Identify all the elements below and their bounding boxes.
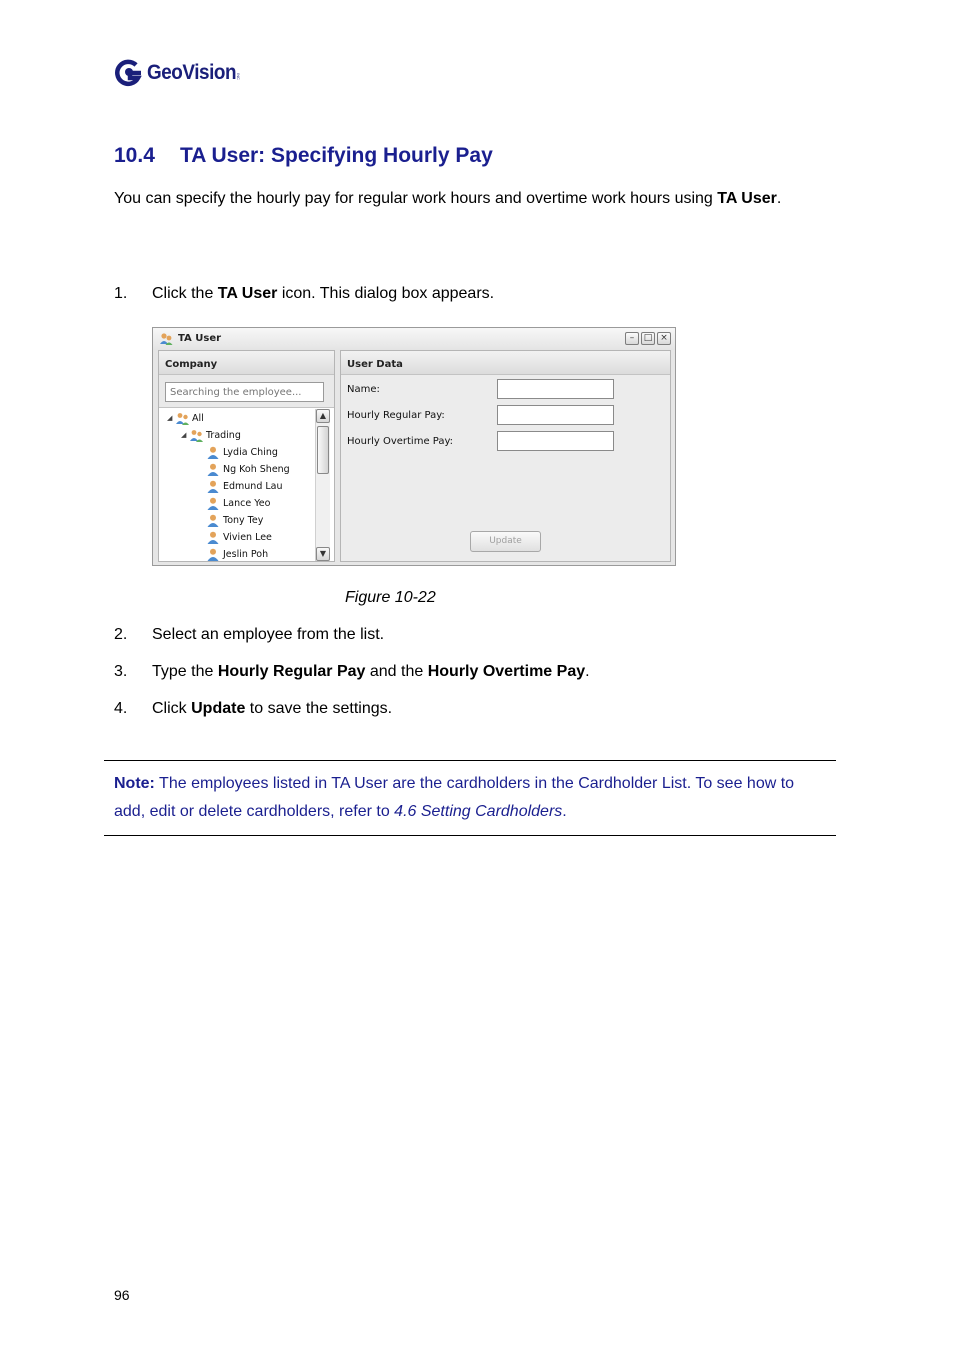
step-bold: Hourly Regular Pay	[217, 663, 366, 680]
note-box	[114, 770, 829, 826]
person-icon	[207, 480, 219, 493]
chevron-up-icon: ▲	[319, 411, 327, 420]
expand-arrow-icon[interactable]: ◢	[167, 414, 173, 422]
note-bottom-rule	[104, 835, 836, 836]
step-number: 2.	[114, 626, 128, 643]
tree-label: All	[192, 412, 204, 424]
person-icon	[207, 446, 219, 459]
expand-arrow-icon[interactable]: ◢	[181, 431, 187, 439]
hourly-overtime-pay-label: Hourly Overtime Pay:	[347, 436, 454, 447]
step-number: 4.	[114, 700, 128, 717]
tree-scrollbar[interactable]	[315, 409, 330, 561]
scroll-down-button[interactable]	[316, 547, 330, 561]
dialog-titlebar	[153, 328, 675, 350]
hourly-overtime-pay-input[interactable]	[497, 431, 614, 451]
person-icon	[207, 514, 219, 527]
note-text: The employees listed in TA User are the cardholders in the Cardholder List. To see how to add, edit or delete cardholders, refer to	[114, 775, 795, 820]
step-number: 1.	[114, 285, 128, 302]
intro-end: .	[776, 190, 782, 207]
step-bold: Hourly Overtime Pay	[427, 663, 586, 680]
step-2	[114, 625, 384, 645]
user-data-panel	[340, 350, 671, 562]
group-icon	[189, 429, 204, 442]
section-title: TA User: Specifying Hourly Pay	[180, 144, 493, 167]
tree-item-employee[interactable]	[207, 546, 268, 561]
tree-label: Trading	[206, 429, 241, 441]
minimize-icon: –	[629, 333, 635, 343]
step-text: Click	[152, 700, 192, 717]
note-label: Note:	[114, 775, 155, 792]
step-bold: Update	[191, 700, 246, 717]
geovision-logo	[114, 56, 241, 90]
step-text: Click the	[152, 285, 218, 302]
intro-bold: TA User	[717, 190, 777, 207]
company-header: Company	[159, 351, 334, 375]
close-icon: ×	[660, 333, 668, 343]
intro-text: You can specify the hourly pay for regular work hours and overtime work hours using	[114, 190, 718, 207]
employee-name: Jeslin Poh	[223, 548, 269, 560]
employee-name: Vivien Lee	[223, 531, 272, 543]
note-top-rule	[104, 760, 836, 761]
user-data-header: User Data	[341, 351, 670, 375]
employee-name: Edmund Lau	[223, 480, 283, 492]
step-text: and the	[365, 663, 428, 680]
name-input[interactable]	[497, 379, 614, 399]
step-text: Type the	[152, 663, 218, 680]
step-text: .	[585, 663, 590, 680]
minimize-button[interactable]	[625, 332, 639, 345]
tree-item-employee[interactable]	[207, 512, 263, 528]
intro-paragraph	[114, 185, 814, 213]
ta-user-dialog	[152, 327, 676, 566]
scroll-up-button[interactable]	[316, 409, 330, 423]
hourly-regular-pay-input[interactable]	[497, 405, 614, 425]
tree-item-all[interactable]	[167, 410, 204, 426]
geovision-logo-icon	[114, 58, 144, 88]
hourly-regular-pay-label: Hourly Regular Pay:	[347, 410, 445, 421]
step-4	[114, 699, 392, 719]
tree-item-employee[interactable]	[207, 461, 290, 477]
figure-caption: Figure 10-22	[345, 589, 436, 606]
step-number: 3.	[114, 663, 128, 680]
update-button[interactable]: Update	[470, 531, 541, 552]
person-icon	[207, 531, 219, 544]
company-panel	[158, 350, 335, 562]
tree-item-employee[interactable]	[207, 529, 272, 545]
employee-name: Ng Koh Sheng	[223, 463, 290, 475]
tree-item-trading[interactable]	[181, 427, 241, 443]
users-icon	[159, 332, 173, 346]
employee-name: Lydia Ching	[223, 446, 278, 458]
step-text: icon. This dialog box appears.	[277, 285, 495, 302]
close-button[interactable]	[657, 332, 671, 345]
note-reference: 4.6 Setting Cardholders	[394, 803, 563, 820]
section-heading	[114, 144, 493, 168]
step-text: Select an employee from the list.	[152, 626, 385, 643]
tree-item-employee[interactable]	[207, 478, 283, 494]
logo-mark: INC	[235, 72, 241, 80]
group-icon	[175, 412, 190, 425]
person-icon	[207, 463, 219, 476]
employee-tree	[159, 409, 315, 561]
maximize-button[interactable]	[641, 332, 655, 345]
employee-name: Tony Tey	[223, 514, 264, 526]
step-3	[114, 662, 590, 682]
employee-search-input[interactable]	[165, 382, 324, 402]
chevron-down-icon: ▼	[319, 549, 327, 558]
tree-item-employee[interactable]	[207, 444, 278, 460]
maximize-icon: □	[643, 333, 653, 343]
note-end: .	[562, 803, 567, 820]
name-label: Name:	[347, 384, 380, 395]
dialog-title: TA User	[178, 333, 222, 344]
step-1	[114, 284, 494, 304]
tree-item-employee[interactable]	[207, 495, 270, 511]
search-area	[159, 375, 334, 408]
page-number: 96	[114, 1287, 130, 1303]
logo-text: GeoVision	[147, 61, 237, 84]
person-icon	[207, 548, 219, 561]
employee-name: Lance Yeo	[223, 497, 271, 509]
step-bold: TA User	[217, 285, 278, 302]
scroll-thumb[interactable]	[317, 426, 329, 474]
step-text: to save the settings.	[245, 700, 393, 717]
section-number: 10.4	[114, 144, 155, 167]
person-icon	[207, 497, 219, 510]
